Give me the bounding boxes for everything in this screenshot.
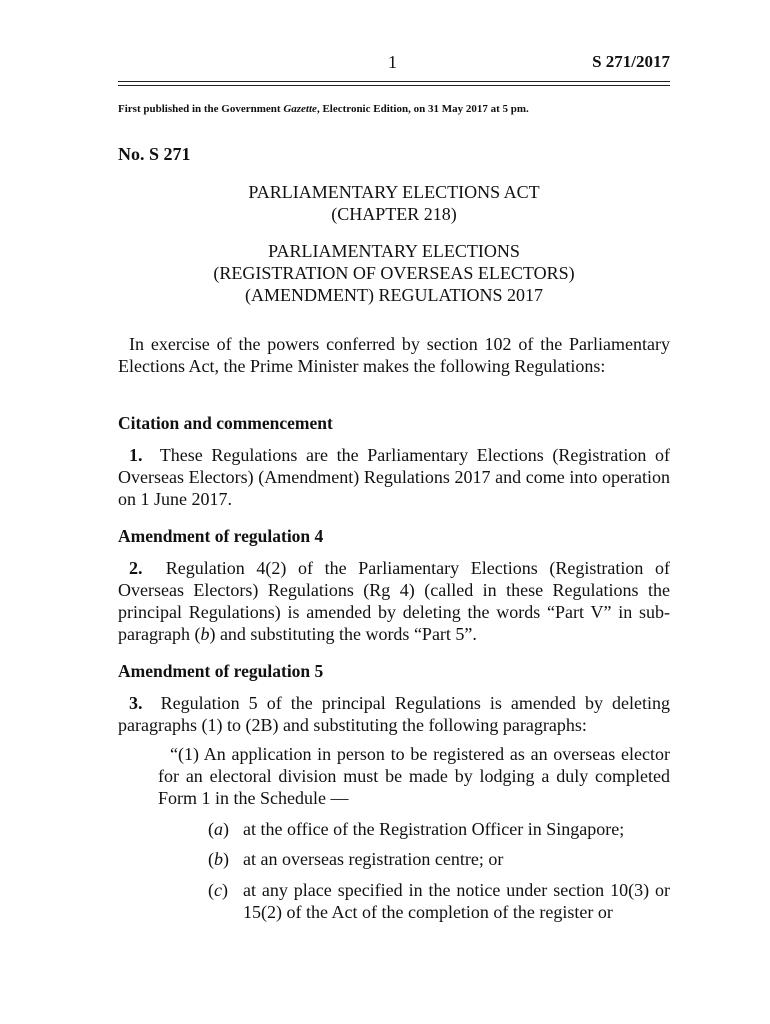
gazette-number: S 271/2017 bbox=[592, 52, 670, 71]
notice-number: No. S 271 bbox=[118, 144, 191, 164]
header-rule-bottom bbox=[118, 85, 670, 86]
section-1-text: 1. These Regulations are the Parliamentary Elections (Registration of Overseas Electors) (Amendment) Regulations 2017 and come into operation on 1 June 2017. bbox=[118, 445, 671, 509]
list-item-label: (c) bbox=[208, 880, 228, 900]
regulations-title-line3: (AMENDMENT) REGULATIONS 2017 bbox=[245, 285, 543, 305]
section-heading-regulation-5: Amendment of regulation 5 bbox=[118, 661, 324, 681]
act-title: PARLIAMENTARY ELECTIONS ACT bbox=[248, 182, 540, 202]
regulations-title-line1: PARLIAMENTARY ELECTIONS bbox=[268, 241, 520, 261]
page-header bbox=[118, 52, 670, 76]
list-item-text: at the office of the Registration Officer in Singapore; bbox=[243, 819, 625, 839]
section-2-text: 2. Regulation 4(2) of the Parliamentary Elections (Registration of Overseas Electors) Regulations (Rg 4) (called in these Regulations the principal Regulations) is amended by deleting the words “Part V” in sub-paragraph (b) and substituting the words “Part 5”. bbox=[118, 558, 670, 644]
regulations-title-line2: (REGISTRATION OF OVERSEAS ELECTORS) bbox=[213, 263, 575, 283]
section-heading-regulation-4: Amendment of regulation 4 bbox=[118, 526, 324, 546]
list-item-label: (b) bbox=[208, 849, 229, 869]
list-item-text: at any place specified in the notice under section 10(3) or 15(2) of the Act of the completion of the register or bbox=[243, 880, 670, 922]
section-heading-citation: Citation and commencement bbox=[118, 413, 333, 433]
quoted-paragraph-1: “(1) An application in person to be registered as an overseas elector for an electoral division must be made by lodging a duly completed Form 1 in the Schedule — bbox=[158, 744, 670, 808]
preamble: In exercise of the powers conferred by section 102 of the Parliamentary Elections Act, the Prime Minister makes the following Regulations: bbox=[118, 334, 670, 376]
act-chapter: (CHAPTER 218) bbox=[331, 204, 457, 224]
list-item-text: at an overseas registration centre; or bbox=[243, 849, 504, 869]
list-item-label: (a) bbox=[208, 819, 229, 839]
first-published-line: First published in the Government Gazette, Electronic Edition, on 31 May 2017 at 5 pm. bbox=[118, 103, 529, 115]
header-rule-top bbox=[118, 81, 670, 82]
page-number: 1 bbox=[388, 52, 397, 72]
section-3-text: 3. Regulation 5 of the principal Regulations is amended by deleting paragraphs (1) to (2B) and substituting the following paragraphs: bbox=[118, 693, 670, 735]
